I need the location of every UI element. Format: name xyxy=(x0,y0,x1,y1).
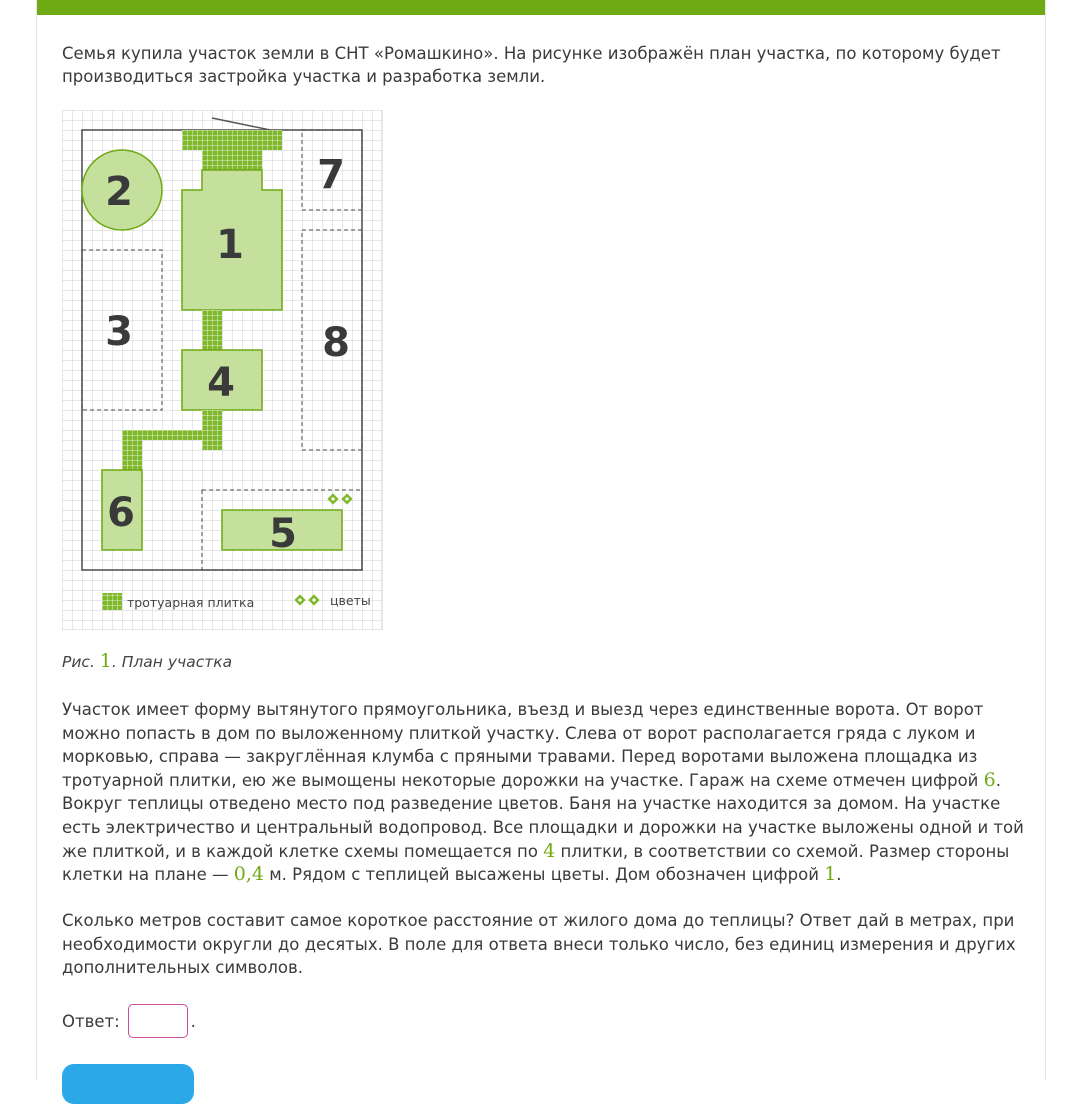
caption-text: . План участка xyxy=(111,653,233,671)
description-part: . Вокруг теплицы отведено место под разведение цветов. Баня на участке находится за домом. На участке есть электричество и центральный водопровод. Все площадки и дорожки на участке выложены одной и той же плиткой, и в каждой клетке схемы помещается по xyxy=(62,770,1024,861)
paving-path-house-bath xyxy=(202,310,222,350)
bed-label: 3 xyxy=(105,309,133,355)
greenhouse-label: 5 xyxy=(269,511,297,557)
answer-input[interactable] xyxy=(128,1004,188,1038)
task-card xyxy=(36,0,1046,1080)
description-part: Участок имеет форму вытянутого прямоугольника, въезд и выезд через единственные ворота. От ворот можно попасть в дом по выложенному плиткой участку. Слева от ворот располагается гряда с луком и морковью, справа — закруглённая клумба с пряными травами. Перед воротами выложена площадка из тротуарной плитки, ею же вымощены некоторые дорожки на участке. Гараж на схеме отмечен цифрой xyxy=(62,700,984,790)
header-bar xyxy=(37,0,1045,15)
paving-gate-strip xyxy=(182,130,282,150)
garage-label: 6 xyxy=(107,490,135,536)
plot-plan xyxy=(62,110,422,630)
bath-label: 4 xyxy=(207,360,235,406)
intro-text: Семья купила участок земли в СНТ «Ромашкино». На рисунке изображён план участка, по которому будет производиться застройка участка и разработка земли. xyxy=(62,44,1001,86)
caption-prefix: Рис. xyxy=(62,653,100,671)
house-label: 1 xyxy=(216,222,244,268)
answer-label: Ответ: xyxy=(62,1011,120,1031)
flowerbed-label: 2 xyxy=(105,169,133,215)
area-8-label: 8 xyxy=(322,320,350,366)
description-text xyxy=(62,698,1027,887)
answer-suffix: . xyxy=(190,1011,196,1031)
paving-path-garage xyxy=(122,430,142,470)
paving-gate-area xyxy=(202,150,262,170)
legend-tiles-label: тротуарная плитка xyxy=(127,595,255,610)
description-part: . xyxy=(836,865,842,885)
description-part: плитки, в соответствии со схемой. Размер стороны клетки на плане — xyxy=(62,841,1010,885)
question-text: Сколько метров составит самое короткое расстояние от жилого дома до теплицы? Ответ дай в метрах, при необходимости округли до десятых. В поле для ответа внеси только число, без единиц измерения и других дополнительных символов. xyxy=(62,911,1016,978)
caption-number: 1 xyxy=(99,650,112,672)
answer-row xyxy=(62,1002,196,1040)
legend-flowers-label: цветы xyxy=(330,593,371,608)
description-number: 1 xyxy=(824,863,837,886)
description-part: м. Рядом с теплицей высажены цветы. Дом обозначен цифрой xyxy=(263,865,825,885)
submit-button[interactable] xyxy=(62,1064,194,1104)
description-number: 6 xyxy=(983,768,996,791)
description-number: 4 xyxy=(543,839,556,862)
description-number: 0,4 xyxy=(233,863,264,886)
area-7-label: 7 xyxy=(317,152,345,198)
figure-caption xyxy=(62,650,232,672)
legend-tiles-icon xyxy=(102,593,122,610)
